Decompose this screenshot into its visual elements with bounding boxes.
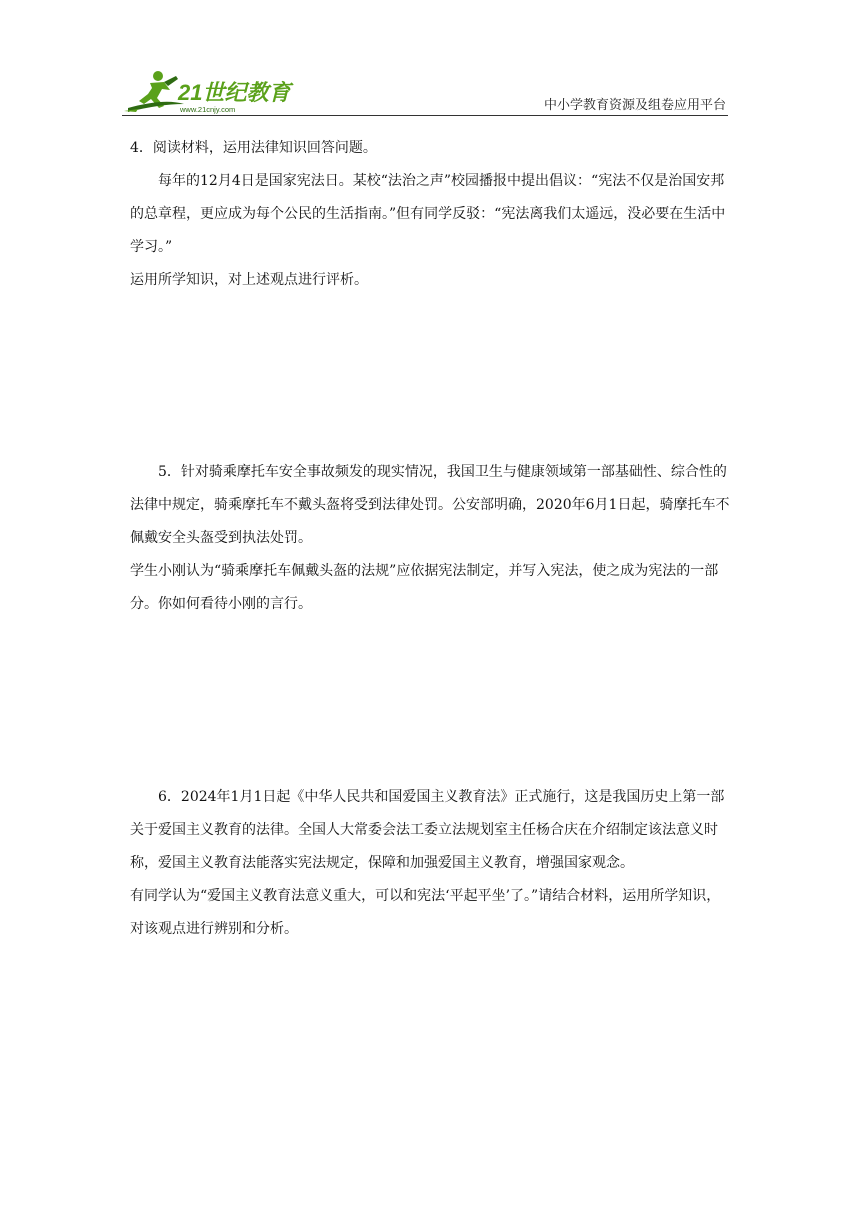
logo-text: 21世纪教育 xyxy=(178,80,291,105)
question-4-material: 每年的12月4日是国家宪法日。某校“法治之声”校园播报中提出倡议：“宪法不仅是治国安邦的总章程，更应成为每个公民的生活指南。”但有同学反驳：“宪法离我们太遥远，没必要在生活中学习。” xyxy=(130,173,726,255)
question-6 xyxy=(130,781,730,946)
logo-url: www.21cnjy.com xyxy=(180,105,236,114)
question-list xyxy=(130,132,730,946)
question-5 xyxy=(130,456,730,621)
question-4-task: 运用所学知识，对上述观点进行评析。 xyxy=(130,272,368,288)
answer-space-5 xyxy=(130,621,730,781)
runner-icon xyxy=(124,71,184,112)
site-logo xyxy=(124,68,294,116)
platform-name: 中小学教育资源及组卷应用平台 xyxy=(543,98,726,113)
question-5-task: 学生小刚认为“骑乘摩托车佩戴头盔的法规”应依据宪法制定，并写入宪法，使之成为宪法的一部分。你如何看待小刚的言行。 xyxy=(130,563,719,612)
header-rule xyxy=(122,115,728,116)
question-6-material: 6．2024年1月1日起《中华人民共和国爱国主义教育法》正式施行，这是我国历史上第一部关于爱国主义教育的法律。全国人大常委会法工委立法规划室主任杨合庆在介绍制定该法意义时称，爱国主义教育法能落实宪法规定，保障和加强爱国主义教育，增强国家观念。 xyxy=(130,789,725,871)
page-header xyxy=(122,64,728,118)
question-4 xyxy=(130,132,730,297)
question-4-prompt: 4．阅读材料，运用法律知识回答问题。 xyxy=(130,140,377,156)
question-5-material: 5．针对骑乘摩托车安全事故频发的现实情况，我国卫生与健康领域第一部基础性、综合性的法律中规定，骑乘摩托车不戴头盔将受到法律处罚。公安部明确，2020年6月1日起，骑摩托车不佩戴安全头盔受到执法处罚。 xyxy=(130,464,730,546)
answer-space-4 xyxy=(130,297,730,456)
question-6-task: 有同学认为“爱国主义教育法意义重大，可以和宪法‘平起平坐’了。”请结合材料，运用所学知识，对该观点进行辨别和分析。 xyxy=(130,888,721,937)
